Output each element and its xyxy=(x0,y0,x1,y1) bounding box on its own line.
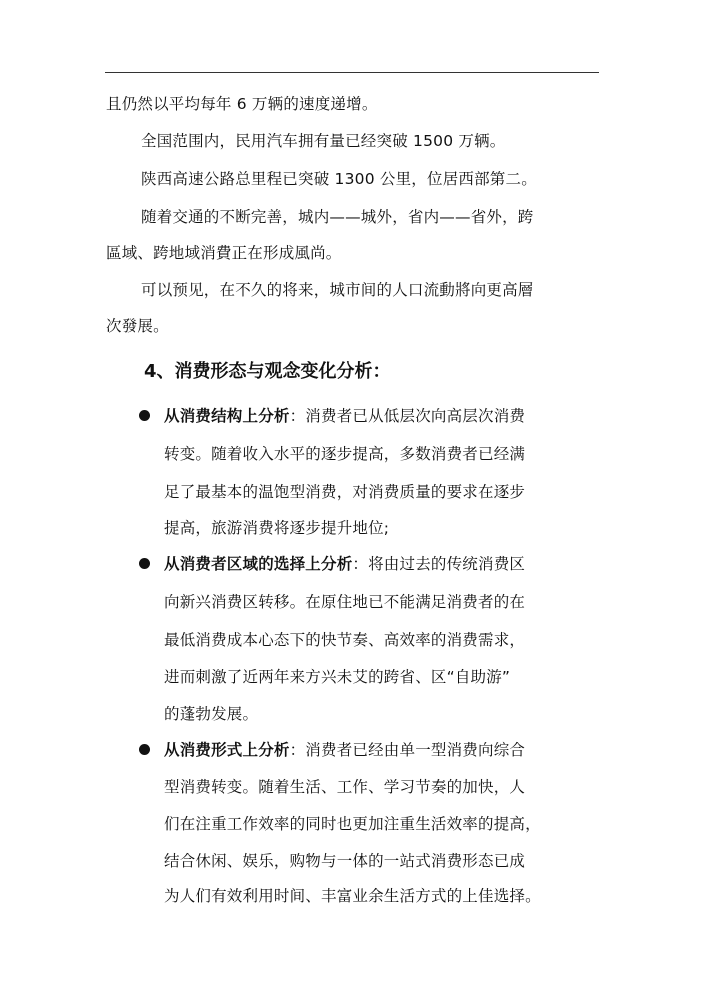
bullet-line: 为人们有效利用时间、丰富业余生活方式的上佳选择。 xyxy=(164,887,541,905)
bullet-line: 向新兴消费区转移。在原住地已不能满足消费者的在 xyxy=(164,593,526,611)
paragraph-line: 次發展。 xyxy=(106,317,169,335)
bullet-line: 们在注重工作效率的同时也更加注重生活效率的提高， xyxy=(164,815,541,833)
bullet-line: 足了最基本的温饱型消费，对消费质量的要求在逐步 xyxy=(164,483,526,501)
bullet-first-line xyxy=(164,740,525,760)
bullet-line: 的蓬勃发展。 xyxy=(164,705,259,723)
bullet-lead: 从消费形式上分析 xyxy=(164,741,290,759)
bullet-line: 最低消费成本心态下的快节奏、高效率的消费需求， xyxy=(164,631,526,649)
bullet-line: 进而刺激了近两年来方兴未艾的跨省、区“自助游” xyxy=(164,668,511,686)
bullet-first-line xyxy=(164,406,525,426)
bullet-line: 型消费转变。随着生活、工作、学习节奏的加快，人 xyxy=(164,778,526,796)
bullet-lead: 从消费结构上分析 xyxy=(164,407,290,425)
bullet-first-line-rest: ：将由过去的传统消费区 xyxy=(352,555,526,573)
bullet-first-line-rest: ：消费者已从低层次向高层次消费 xyxy=(289,407,526,425)
bullet-icon xyxy=(139,410,150,421)
bullet-icon xyxy=(139,558,150,569)
bullet-icon xyxy=(139,744,150,755)
bullet-line: 转变。随着收入水平的逐步提高，多数消费者已经满 xyxy=(164,445,526,463)
paragraph-line: 且仍然以平均每年 6 万辆的速度递增。 xyxy=(106,95,378,113)
bullet-first-line xyxy=(164,554,525,574)
paragraph-line: 區域、跨地域消費正在形成風尚。 xyxy=(106,244,342,262)
bullet-line: 结合休闲、娱乐，购物与一体的一站式消费形态已成 xyxy=(164,852,526,870)
bullet-first-line-rest: ：消费者已经由单一型消费向综合 xyxy=(289,741,526,759)
header-rule xyxy=(105,72,599,73)
paragraph-line: 随着交通的不断完善，城内——城外，省内——省外，跨 xyxy=(141,208,534,226)
bullet-line: 提高，旅游消费将逐步提升地位; xyxy=(164,519,390,537)
section-heading: 4、消费形态与观念变化分析： xyxy=(144,361,391,382)
paragraph-line: 陕西高速公路总里程已突破 1300 公里，位居西部第二。 xyxy=(141,170,537,188)
paragraph-line: 可以预见，在不久的将来，城市间的人口流動將向更高層 xyxy=(141,281,534,299)
paragraph-line: 全国范围内，民用汽车拥有量已经突破 1500 万辆。 xyxy=(141,132,506,150)
bullet-lead: 从消费者区域的选择上分析 xyxy=(164,555,353,573)
